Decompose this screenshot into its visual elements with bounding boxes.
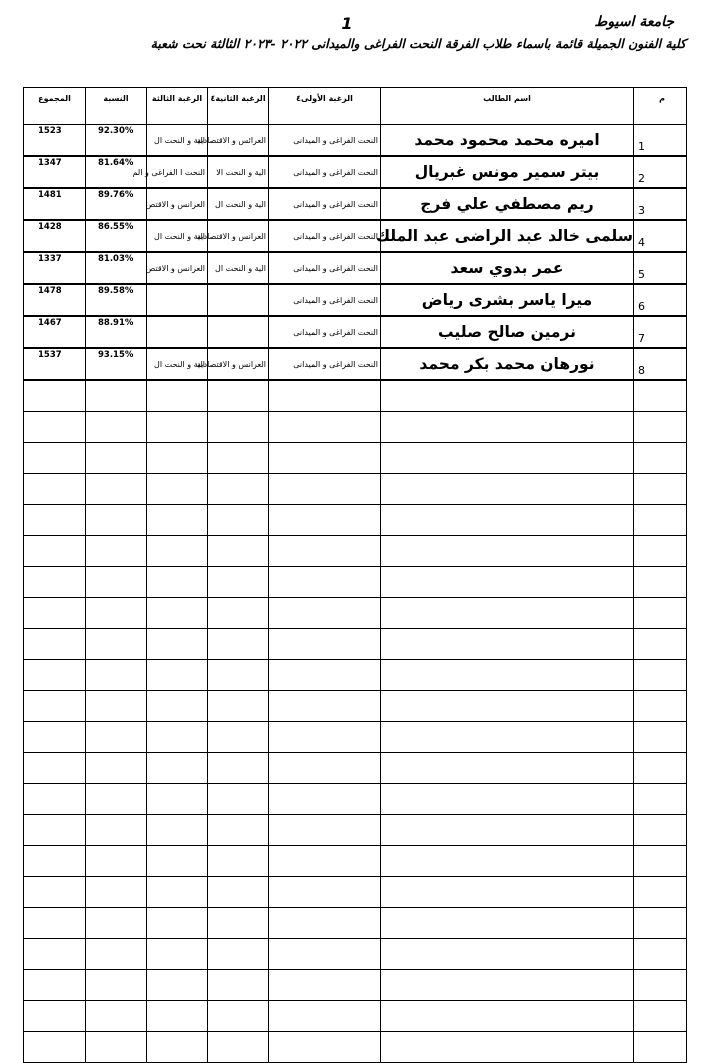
first-preference bbox=[269, 722, 381, 753]
student-percent bbox=[86, 443, 147, 474]
second-preference: الية و النحت ال bbox=[208, 252, 269, 284]
first-preference bbox=[269, 784, 381, 815]
empty-table-row bbox=[24, 412, 687, 443]
first-preference bbox=[269, 598, 381, 629]
student-name: سلمى خالد عبد الراضى عبد الملك bbox=[381, 220, 634, 252]
second-preference bbox=[208, 380, 269, 412]
row-index bbox=[634, 443, 687, 474]
second-preference bbox=[208, 536, 269, 567]
row-index: 6 bbox=[634, 284, 687, 316]
student-percent bbox=[86, 380, 147, 412]
second-preference bbox=[208, 598, 269, 629]
student-percent: 92.30% bbox=[86, 125, 147, 157]
empty-table-row bbox=[24, 877, 687, 908]
second-preference bbox=[208, 505, 269, 536]
table-row bbox=[24, 284, 687, 316]
student-name bbox=[381, 505, 634, 536]
student-name bbox=[381, 536, 634, 567]
row-index bbox=[634, 412, 687, 443]
table-row bbox=[24, 188, 687, 220]
header-second-preference: الرغبة الثانية٤ bbox=[208, 88, 269, 125]
student-name bbox=[381, 815, 634, 846]
empty-table-row bbox=[24, 567, 687, 598]
student-total bbox=[24, 691, 86, 722]
third-preference: العرانس و الاقتص bbox=[147, 188, 208, 220]
first-preference: النحت الفراغى و الميدانى bbox=[269, 348, 381, 380]
second-preference: الية و النحت ال bbox=[208, 188, 269, 220]
student-total: 1478 bbox=[24, 284, 86, 316]
student-total bbox=[24, 474, 86, 505]
student-percent bbox=[86, 846, 147, 877]
student-percent bbox=[86, 722, 147, 753]
student-name bbox=[381, 1032, 634, 1063]
table-row bbox=[24, 125, 687, 157]
first-preference: النحت الفراغى و الميدانى bbox=[269, 252, 381, 284]
second-preference bbox=[208, 908, 269, 939]
empty-table-row bbox=[24, 629, 687, 660]
second-preference: العرانس و الاقتصادية bbox=[208, 348, 269, 380]
first-preference bbox=[269, 380, 381, 412]
first-preference bbox=[269, 660, 381, 691]
university-title: جامعة اسيوط bbox=[594, 14, 674, 30]
row-index: 8 bbox=[634, 348, 687, 380]
third-preference bbox=[147, 629, 208, 660]
header-percent: النسبة bbox=[86, 88, 147, 125]
second-preference bbox=[208, 846, 269, 877]
first-preference bbox=[269, 412, 381, 443]
third-preference bbox=[147, 443, 208, 474]
first-preference: النحت الفراغى و الميدانى bbox=[269, 188, 381, 220]
row-index bbox=[634, 846, 687, 877]
student-percent bbox=[86, 474, 147, 505]
student-name bbox=[381, 846, 634, 877]
third-preference bbox=[147, 691, 208, 722]
third-preference bbox=[147, 753, 208, 784]
student-percent bbox=[86, 412, 147, 443]
student-percent bbox=[86, 567, 147, 598]
third-preference: النحت ا الفراغى و الم bbox=[147, 156, 208, 188]
first-preference bbox=[269, 939, 381, 970]
student-total bbox=[24, 970, 86, 1001]
second-preference bbox=[208, 939, 269, 970]
student-total bbox=[24, 443, 86, 474]
empty-table-row bbox=[24, 846, 687, 877]
student-total bbox=[24, 753, 86, 784]
row-index bbox=[634, 939, 687, 970]
student-name bbox=[381, 908, 634, 939]
first-preference: النحت الفراغى و الميدانى bbox=[269, 156, 381, 188]
empty-table-row bbox=[24, 815, 687, 846]
row-index bbox=[634, 380, 687, 412]
student-name bbox=[381, 443, 634, 474]
third-preference bbox=[147, 784, 208, 815]
third-preference bbox=[147, 505, 208, 536]
first-preference: النحت الفراغى و الميدانى bbox=[269, 220, 381, 252]
third-preference bbox=[147, 1001, 208, 1032]
first-preference bbox=[269, 536, 381, 567]
student-percent bbox=[86, 753, 147, 784]
third-preference bbox=[147, 939, 208, 970]
second-preference bbox=[208, 815, 269, 846]
row-index bbox=[634, 660, 687, 691]
empty-table-row bbox=[24, 536, 687, 567]
student-percent bbox=[86, 877, 147, 908]
student-name: عمر بدوي سعد bbox=[381, 252, 634, 284]
first-preference bbox=[269, 443, 381, 474]
student-name bbox=[381, 660, 634, 691]
students-table bbox=[23, 87, 687, 1063]
third-preference bbox=[147, 660, 208, 691]
second-preference: العرائس و الاقتصادية bbox=[208, 125, 269, 157]
row-index bbox=[634, 1001, 687, 1032]
row-index bbox=[634, 567, 687, 598]
third-preference: الية و النحت ال bbox=[147, 125, 208, 157]
second-preference bbox=[208, 567, 269, 598]
row-index bbox=[634, 629, 687, 660]
second-preference bbox=[208, 284, 269, 316]
second-preference bbox=[208, 1032, 269, 1063]
first-preference bbox=[269, 691, 381, 722]
second-preference bbox=[208, 412, 269, 443]
second-preference bbox=[208, 660, 269, 691]
first-preference: النحت الفراغى و الميدانى bbox=[269, 316, 381, 348]
student-total: 1523 bbox=[24, 125, 86, 157]
second-preference: العرانس و الاقتصادية bbox=[208, 220, 269, 252]
student-total bbox=[24, 1001, 86, 1032]
row-index bbox=[634, 505, 687, 536]
table-row bbox=[24, 220, 687, 252]
first-preference: النحت الفراغى و الميدانى bbox=[269, 284, 381, 316]
row-index bbox=[634, 1032, 687, 1063]
student-percent bbox=[86, 815, 147, 846]
student-percent bbox=[86, 536, 147, 567]
table-row bbox=[24, 252, 687, 284]
student-name bbox=[381, 722, 634, 753]
student-name: اميره محمد محمود محمد bbox=[381, 125, 634, 157]
empty-table-row bbox=[24, 908, 687, 939]
student-name bbox=[381, 939, 634, 970]
third-preference bbox=[147, 567, 208, 598]
third-preference bbox=[147, 536, 208, 567]
empty-table-row bbox=[24, 380, 687, 412]
row-index: 4 bbox=[634, 220, 687, 252]
first-preference bbox=[269, 753, 381, 784]
empty-table-row bbox=[24, 474, 687, 505]
third-preference bbox=[147, 877, 208, 908]
student-percent: 88.91% bbox=[86, 316, 147, 348]
header-third-preference: الرغبة الثالثة bbox=[147, 88, 208, 125]
second-preference bbox=[208, 443, 269, 474]
student-total bbox=[24, 380, 86, 412]
student-name: ريم مصطفي علي فرج bbox=[381, 188, 634, 220]
student-percent bbox=[86, 629, 147, 660]
student-percent: 81.03% bbox=[86, 252, 147, 284]
second-preference bbox=[208, 722, 269, 753]
row-index: 1 bbox=[634, 125, 687, 157]
student-percent bbox=[86, 970, 147, 1001]
first-preference bbox=[269, 629, 381, 660]
first-preference bbox=[269, 474, 381, 505]
student-name: ميرا ياسر بشرى رياض bbox=[381, 284, 634, 316]
first-preference bbox=[269, 1001, 381, 1032]
row-index: 3 bbox=[634, 188, 687, 220]
document-subtitle: كلية الفنون الجميلة قائمة باسماء طلاب الفرقة النحت الفراغى والميدانى ٢٠٢٢ -٢٠٢٣ الثالثة نحت شعبة bbox=[150, 36, 686, 51]
student-total: 1467 bbox=[24, 316, 86, 348]
student-percent bbox=[86, 505, 147, 536]
student-name bbox=[381, 598, 634, 629]
row-index: 2 bbox=[634, 156, 687, 188]
student-name bbox=[381, 691, 634, 722]
first-preference bbox=[269, 567, 381, 598]
student-total bbox=[24, 629, 86, 660]
student-total bbox=[24, 660, 86, 691]
student-percent bbox=[86, 784, 147, 815]
third-preference bbox=[147, 316, 208, 348]
student-percent: 89.76% bbox=[86, 188, 147, 220]
student-name bbox=[381, 474, 634, 505]
student-total bbox=[24, 536, 86, 567]
third-preference: الية و النحت ال bbox=[147, 220, 208, 252]
table-row bbox=[24, 156, 687, 188]
header-student-name: اسم الطالب bbox=[381, 88, 634, 125]
student-percent bbox=[86, 1001, 147, 1032]
header-index: م bbox=[634, 88, 687, 125]
second-preference bbox=[208, 1001, 269, 1032]
student-total: 1481 bbox=[24, 188, 86, 220]
student-name bbox=[381, 567, 634, 598]
student-percent: 89.58% bbox=[86, 284, 147, 316]
second-preference bbox=[208, 316, 269, 348]
empty-table-row bbox=[24, 784, 687, 815]
student-total: 1537 bbox=[24, 348, 86, 380]
third-preference: العرانس و الاقتص bbox=[147, 252, 208, 284]
student-total bbox=[24, 598, 86, 629]
student-total: 1428 bbox=[24, 220, 86, 252]
empty-table-row bbox=[24, 753, 687, 784]
third-preference: الية و النحت ال bbox=[147, 348, 208, 380]
first-preference bbox=[269, 970, 381, 1001]
page-number: 1 bbox=[341, 14, 353, 33]
student-total bbox=[24, 567, 86, 598]
student-total bbox=[24, 722, 86, 753]
student-percent bbox=[86, 939, 147, 970]
row-index bbox=[634, 691, 687, 722]
table-header-row bbox=[24, 88, 687, 125]
row-index bbox=[634, 877, 687, 908]
student-name bbox=[381, 629, 634, 660]
third-preference bbox=[147, 380, 208, 412]
second-preference bbox=[208, 474, 269, 505]
second-preference bbox=[208, 753, 269, 784]
second-preference bbox=[208, 877, 269, 908]
empty-table-row bbox=[24, 598, 687, 629]
student-name: نرمين صالح صليب bbox=[381, 316, 634, 348]
row-index bbox=[634, 536, 687, 567]
header-total: المجموع bbox=[24, 88, 86, 125]
row-index bbox=[634, 753, 687, 784]
student-name bbox=[381, 412, 634, 443]
first-preference bbox=[269, 846, 381, 877]
third-preference bbox=[147, 908, 208, 939]
student-name bbox=[381, 1001, 634, 1032]
first-preference: النحت الفراغى و الميدانى bbox=[269, 125, 381, 157]
third-preference bbox=[147, 846, 208, 877]
student-name bbox=[381, 877, 634, 908]
student-percent bbox=[86, 908, 147, 939]
row-index bbox=[634, 722, 687, 753]
student-total: 1337 bbox=[24, 252, 86, 284]
third-preference bbox=[147, 598, 208, 629]
student-percent: 81.64% bbox=[86, 156, 147, 188]
second-preference bbox=[208, 629, 269, 660]
third-preference bbox=[147, 970, 208, 1001]
empty-table-row bbox=[24, 443, 687, 474]
empty-table-row bbox=[24, 722, 687, 753]
student-name bbox=[381, 784, 634, 815]
third-preference bbox=[147, 474, 208, 505]
first-preference bbox=[269, 1032, 381, 1063]
row-index bbox=[634, 815, 687, 846]
student-percent: 86.55% bbox=[86, 220, 147, 252]
student-percent bbox=[86, 598, 147, 629]
first-preference bbox=[269, 877, 381, 908]
row-index bbox=[634, 474, 687, 505]
student-name: نورهان محمد بكر محمد bbox=[381, 348, 634, 380]
student-total bbox=[24, 1032, 86, 1063]
empty-table-row bbox=[24, 939, 687, 970]
third-preference bbox=[147, 815, 208, 846]
third-preference bbox=[147, 284, 208, 316]
student-percent bbox=[86, 660, 147, 691]
second-preference bbox=[208, 691, 269, 722]
student-total bbox=[24, 412, 86, 443]
student-total bbox=[24, 815, 86, 846]
third-preference bbox=[147, 1032, 208, 1063]
student-name bbox=[381, 970, 634, 1001]
row-index bbox=[634, 908, 687, 939]
row-index: 5 bbox=[634, 252, 687, 284]
row-index bbox=[634, 598, 687, 629]
empty-table-row bbox=[24, 1032, 687, 1063]
empty-table-row bbox=[24, 691, 687, 722]
second-preference bbox=[208, 970, 269, 1001]
student-name: بيتر سمير مونس غبريال bbox=[381, 156, 634, 188]
empty-table-row bbox=[24, 505, 687, 536]
student-percent: 93.15% bbox=[86, 348, 147, 380]
table-row bbox=[24, 316, 687, 348]
student-total bbox=[24, 908, 86, 939]
second-preference bbox=[208, 784, 269, 815]
student-percent bbox=[86, 1032, 147, 1063]
header-first-preference: الرغبة الأولى٤ bbox=[269, 88, 381, 125]
first-preference bbox=[269, 908, 381, 939]
student-total bbox=[24, 505, 86, 536]
first-preference bbox=[269, 815, 381, 846]
row-index bbox=[634, 784, 687, 815]
student-total bbox=[24, 877, 86, 908]
empty-table-row bbox=[24, 1001, 687, 1032]
first-preference bbox=[269, 505, 381, 536]
student-percent bbox=[86, 691, 147, 722]
empty-table-row bbox=[24, 970, 687, 1001]
student-total bbox=[24, 784, 86, 815]
row-index bbox=[634, 970, 687, 1001]
second-preference: الية و النحت الا bbox=[208, 156, 269, 188]
table-row bbox=[24, 348, 687, 380]
student-total bbox=[24, 939, 86, 970]
third-preference bbox=[147, 722, 208, 753]
third-preference bbox=[147, 412, 208, 443]
student-total: 1347 bbox=[24, 156, 86, 188]
student-name bbox=[381, 380, 634, 412]
row-index: 7 bbox=[634, 316, 687, 348]
student-total bbox=[24, 846, 86, 877]
student-name bbox=[381, 753, 634, 784]
empty-table-row bbox=[24, 660, 687, 691]
